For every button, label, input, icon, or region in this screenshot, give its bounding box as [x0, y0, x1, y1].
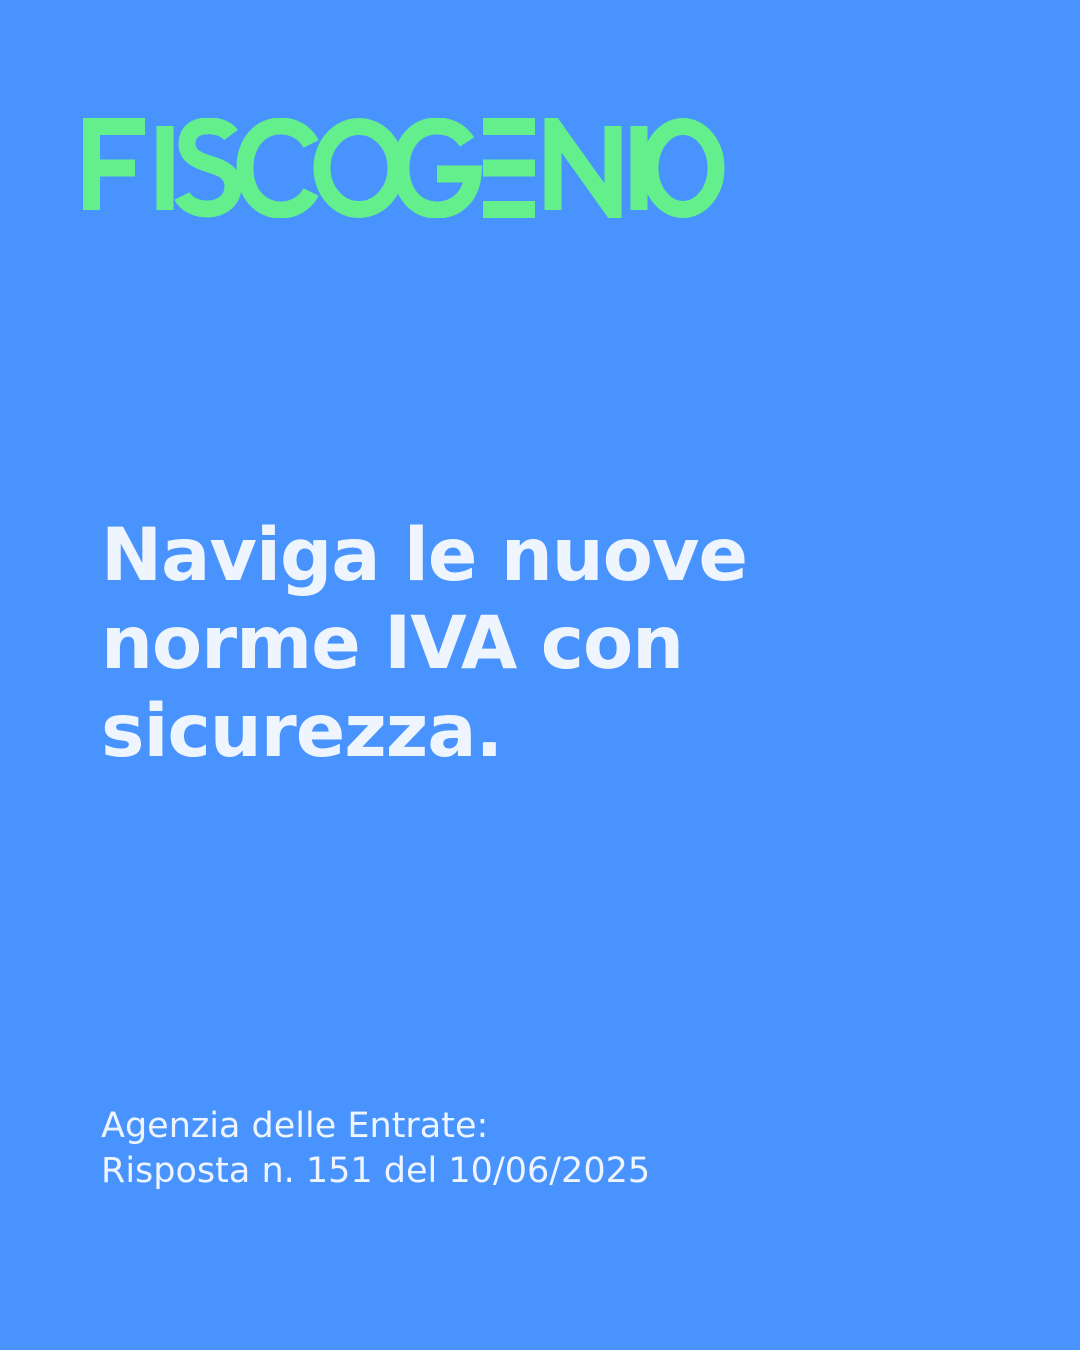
source-authority: Agenzia delle Entrate: — [101, 1106, 489, 1146]
brand-logo — [83, 118, 725, 218]
headline-line-2: norme IVA con — [101, 601, 684, 686]
source-reference — [101, 1104, 1001, 1194]
headline-line-3: sicurezza. — [101, 689, 503, 774]
source-document: Risposta n. 151 del 10/06/2025 — [101, 1151, 651, 1191]
headline-line-1: Naviga le nuove — [101, 513, 748, 598]
headline — [101, 512, 961, 776]
fiscogenio-wordmark — [83, 118, 725, 218]
